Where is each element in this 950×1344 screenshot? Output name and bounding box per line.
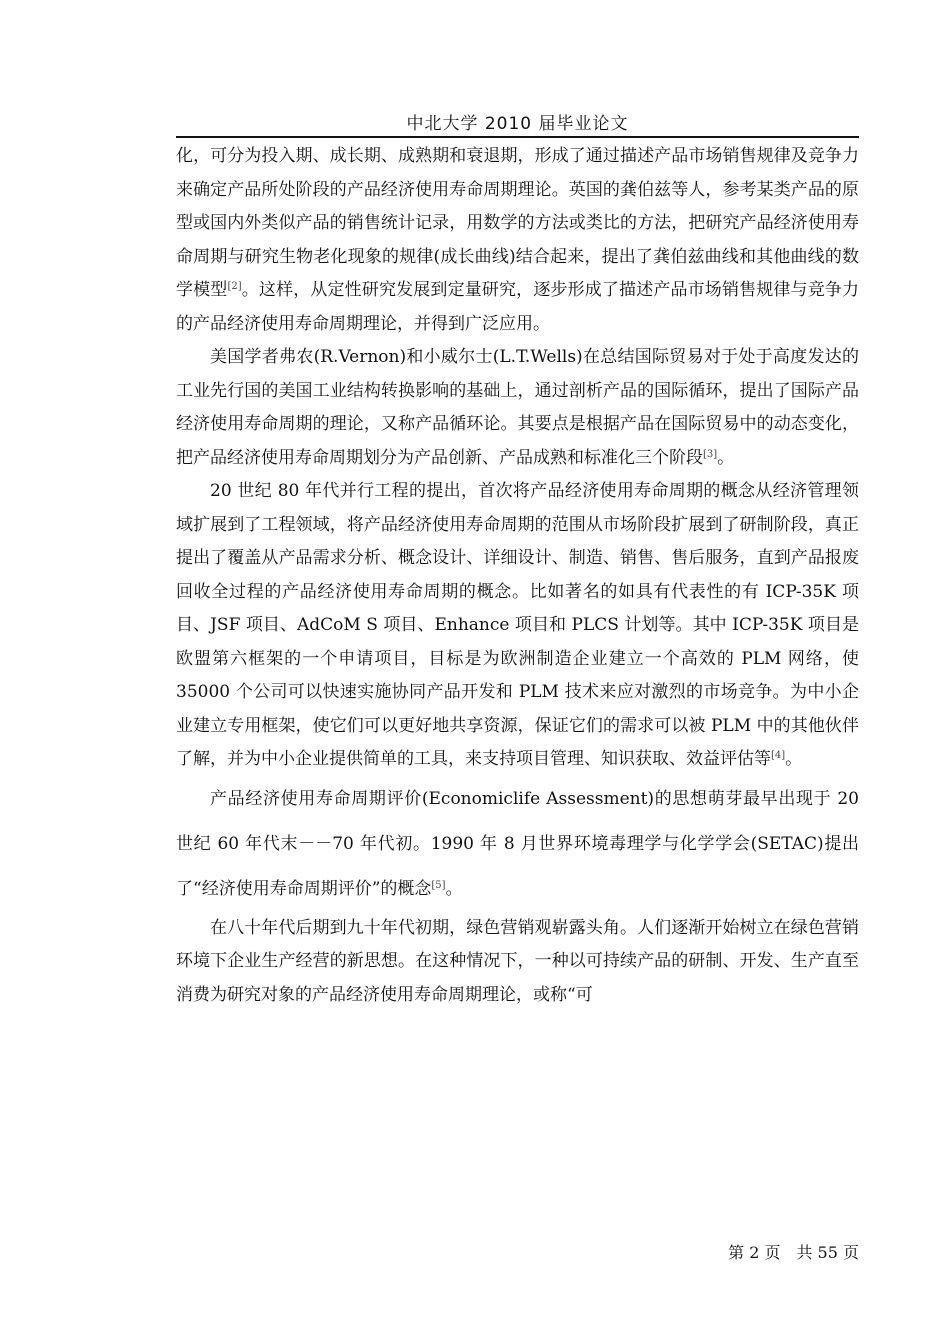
paragraph-text: 。 <box>445 878 463 899</box>
paragraph <box>176 341 859 475</box>
page-number: 第 2 页 共 55 页 <box>728 1243 859 1262</box>
paragraph-text: 。 <box>717 447 735 468</box>
citation-marker: [2] <box>227 281 242 292</box>
paragraph-text: 。 <box>785 749 803 769</box>
paragraph <box>176 475 859 777</box>
paragraph-text: 20 世纪 80 年代并行工程的提出，首次将产品经济使用寿命周期的概念从经济管理领域扩展到了工程领域，将产品经济使用寿命周期的范围从市场阶段扩展到了研制阶段，真正提出了覆盖从产品需求分析、概念设计、详细设计、制造、销售、售后服务，直到产品报废回收全过程的产品经济使用寿命周期的概念。比如著名的如具有代表性的有 ICP-35K 项目、JSF 项目、AdCoM S 项目、Enhance 项目和 PLCS 计划等。其中 ICP-35K 项目是欧盟第六框架的一个申请项目，目标是为欧洲制造企业建立一个高效的 PLM 网络，使 35000 个公司可以快速实施协同产品开发和 PLM 技术来应对激烈的市场竞争。为中小企业建立专用框架，使它们可以更好地共享资源，保证它们的需求可以被 PLM 中的其他伙伴了解，并为中小企业提供简单的工具，来支持项目管理、知识获取、效益评估等 <box>176 481 859 769</box>
paragraph-text: 。这样，从定性研究发展到定量研究，逐步形成了描述产品市场销售规律与竞争力的产品经济使用寿命周期理论，并得到广泛应用。 <box>176 280 860 334</box>
paragraph <box>176 912 859 1013</box>
body-text <box>176 140 859 1012</box>
page-header: 中北大学 2010 届毕业论文 <box>406 114 629 134</box>
citation-marker: [5] <box>431 879 446 891</box>
paragraph-text: 化，可分为投入期、成长期、成熟期和衰退期，形成了通过描述产品市场销售规律及竞争力来确定产品所处阶段的产品经济使用寿命周期理论。英国的龚伯兹等人，参考某类产品的原型或国内外类似产品的销售统计记录，用数学的方法或类比的方法，把研究产品经济使用寿命周期与研究生物老化现象的规律(成长曲线)结合起来，提出了龚伯兹曲线和其他曲线的数学模型 <box>176 146 859 300</box>
paragraph-text: 在八十年代后期到九十年代初期，绿色营销观崭露头角。人们逐渐开始树立在绿色营销环境下企业生产经营的新思想。在这种情况下，一种以可持续产品的研制、开发、生产直至消费为研究对象的产品经济使用寿命周期理论，或称“可 <box>176 917 859 1005</box>
header-rule <box>176 136 859 138</box>
paragraph-text: 产品经济使用寿命周期评价(Economiclife Assessment)的思想萌芽最早出现于 20 世纪 60 年代末－－70 年代初。1990 年 8 月世界环境毒理学与化学学会(SETAC)提出了“经济使用寿命周期评价”的概念 <box>176 788 859 899</box>
citation-marker: [3] <box>703 448 718 460</box>
citation-marker: [4] <box>771 750 786 761</box>
paragraph <box>176 140 859 341</box>
paragraph <box>176 777 859 912</box>
paragraph-text: 美国学者弗农(R.Vernon)和小威尔士(L.T.Wells)在总结国际贸易对于处于高度发达的工业先行国的美国工业结构转换影响的基础上，通过剖析产品的国际循环，提出了国际产品经济使用寿命周期的理论，又称产品循环论。其要点是根据产品在国际贸易中的动态变化，把产品经济使用寿命周期划分为产品创新、产品成熟和标准化三个阶段 <box>176 347 859 468</box>
